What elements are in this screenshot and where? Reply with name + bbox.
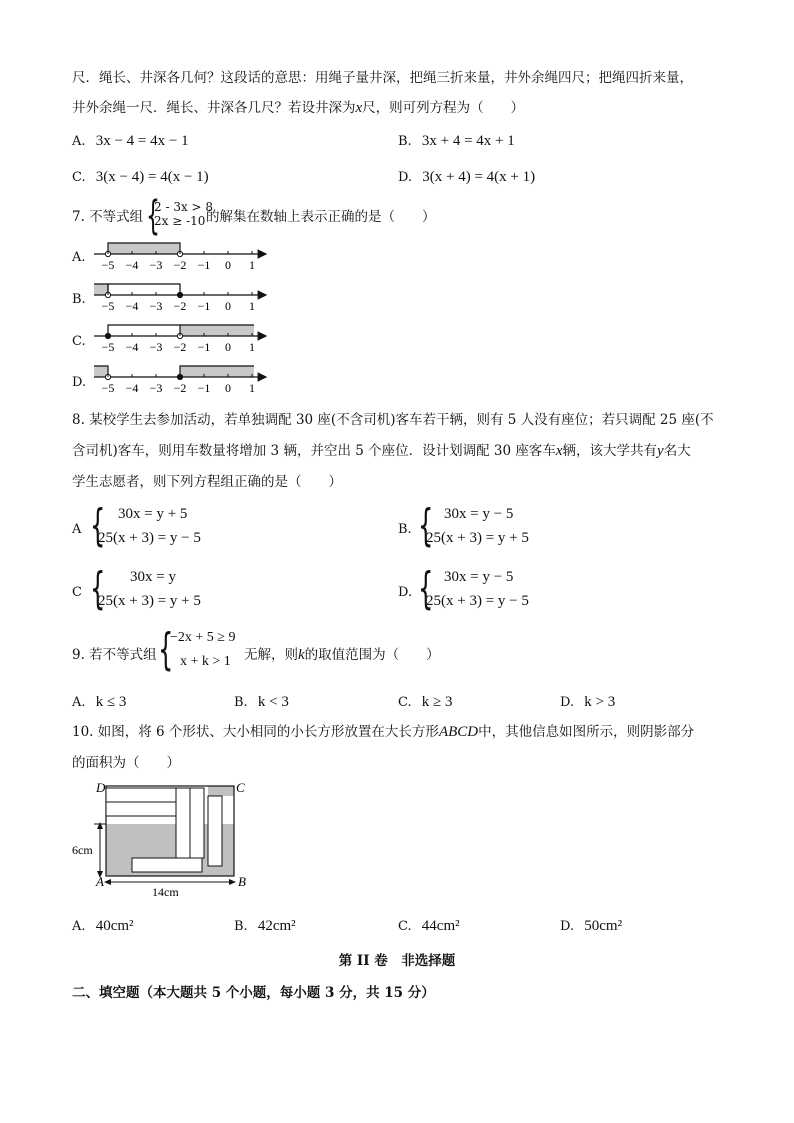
q10-figure — [70, 778, 250, 900]
q10-option-b[interactable]: B. 42cm² — [234, 918, 296, 934]
q7-number-line-b — [94, 284, 266, 298]
q9-prefix: 9. 若不等式组 — [72, 647, 157, 663]
q9-option-b[interactable]: B. k < 3 — [234, 694, 289, 710]
tick-label: −2 — [173, 381, 187, 395]
q10-label-a: A — [96, 874, 104, 889]
q7-option-c-label[interactable]: C. — [72, 334, 86, 349]
tick-label: −4 — [125, 381, 139, 395]
tick-label: −1 — [197, 258, 211, 272]
q10-option-c[interactable]: C. 44cm² — [398, 918, 460, 934]
tick-label: −5 — [101, 299, 115, 313]
tick-label: −4 — [125, 258, 139, 272]
tick-label: −3 — [149, 299, 163, 313]
tick-label: −3 — [149, 258, 163, 272]
q8-line3: 学生志愿者，则下列方程组正确的是（ ） — [72, 474, 342, 490]
section-title: 第 II 卷 非选择题 — [338, 953, 456, 969]
tick-label: 1 — [249, 299, 255, 313]
tick-label: −1 — [197, 340, 211, 354]
q9-brace: { — [158, 624, 174, 675]
q6-line2: 井外余绳一尺．绳长、井深各几尺？若设井深为x尺，则可列方程为（ ） — [72, 100, 525, 116]
tick-label: −3 — [149, 340, 163, 354]
q10-label-b: B — [238, 874, 246, 889]
tick-label: 1 — [249, 340, 255, 354]
q7-option-b-label[interactable]: B. — [72, 292, 86, 307]
tick-label: 1 — [249, 258, 255, 272]
tick-label: −5 — [101, 258, 115, 272]
tick-label: 0 — [225, 299, 231, 313]
q7-option-a-label[interactable]: A. — [72, 250, 86, 265]
q7-option-d-label[interactable]: D. — [72, 375, 87, 390]
tick-label: −4 — [125, 299, 139, 313]
q6-option-d[interactable]: D. 3(x + 4) = 4(x + 1) — [398, 169, 536, 185]
tick-label: −3 — [149, 381, 163, 395]
q9-ineq2: x + k > 1 — [180, 654, 231, 669]
q6-option-a[interactable]: A. 3x − 4 = 4x − 1 — [72, 133, 189, 149]
q7-number-line-d — [94, 366, 266, 380]
q7-number-lines — [88, 236, 278, 400]
q10-height-label: 6cm — [72, 843, 93, 857]
q10-width-label: 14cm — [152, 885, 179, 899]
tick-label: 0 — [225, 381, 231, 395]
q9-suffix: 无解，则k的取值范围为（ ） — [244, 647, 440, 663]
tick-label: −5 — [101, 381, 115, 395]
q7-system: 2 - 3x > 8 2x ≥ -10 — [154, 200, 214, 228]
q10-label-c: C — [236, 780, 245, 795]
q10-line1: 10. 如图，将 6 个形状、大小相同的小长方形放置在大长方形ABCD中，其他信息如图所示，则阴影部分 — [72, 724, 695, 740]
q10-option-d[interactable]: D. 50cm² — [560, 918, 623, 934]
q9-ineq1: −2x + 5 ≥ 9 — [170, 630, 236, 645]
q6-option-c[interactable]: C. 3(x − 4) = 4(x − 1) — [72, 169, 209, 185]
tick-label: −2 — [173, 340, 187, 354]
tick-label: −1 — [197, 381, 211, 395]
section-heading: 二、填空题（本大题共 5 个小题，每小题 3 分，共 15 分） — [72, 985, 435, 1001]
q9-option-c[interactable]: C. k ≥ 3 — [398, 694, 453, 710]
q9-option-d[interactable]: D. k > 3 — [560, 694, 616, 710]
tick-label: −1 — [197, 299, 211, 313]
q7-brace: { — [146, 193, 160, 239]
tick-label: −4 — [125, 340, 139, 354]
q6-option-b[interactable]: B. 3x + 4 = 4x + 1 — [398, 133, 515, 149]
q7-prefix: 7. 不等式组 — [72, 209, 144, 225]
q9-option-a[interactable]: A. k ≤ 3 — [72, 694, 127, 710]
tick-label: 0 — [225, 340, 231, 354]
q10-option-a[interactable]: A. 40cm² — [72, 918, 134, 934]
q7-number-line-c — [94, 325, 266, 339]
q10-line2: 的面积为（ ） — [72, 755, 180, 771]
q7-number-line-a — [94, 243, 266, 257]
tick-label: −2 — [173, 299, 187, 313]
tick-label: −2 — [173, 258, 187, 272]
tick-label: 1 — [249, 381, 255, 395]
q6-line1: 尺．绳长、井深各几何？这段话的意思：用绳子量井深，把绳三折来量，井外余绳四尺；把绳四折来量， — [72, 70, 693, 86]
q8-line2: 含司机)客车，则用车数量将增加 3 辆，并空出 5 个座位．设计划调配 30 座客车x辆，该大学共有y名大 — [72, 443, 691, 459]
q10-label-d: D — [96, 780, 106, 795]
tick-label: −5 — [101, 340, 115, 354]
tick-label: 0 — [225, 258, 231, 272]
q7-suffix: 的解集在数轴上表示正确的是（ ） — [206, 209, 436, 225]
q8-line1: 8. 某校学生去参加活动，若单独调配 30 座(不含司机)客车若干辆，则有 5 人没有座位；若只调配 25 座(不 — [72, 412, 714, 428]
